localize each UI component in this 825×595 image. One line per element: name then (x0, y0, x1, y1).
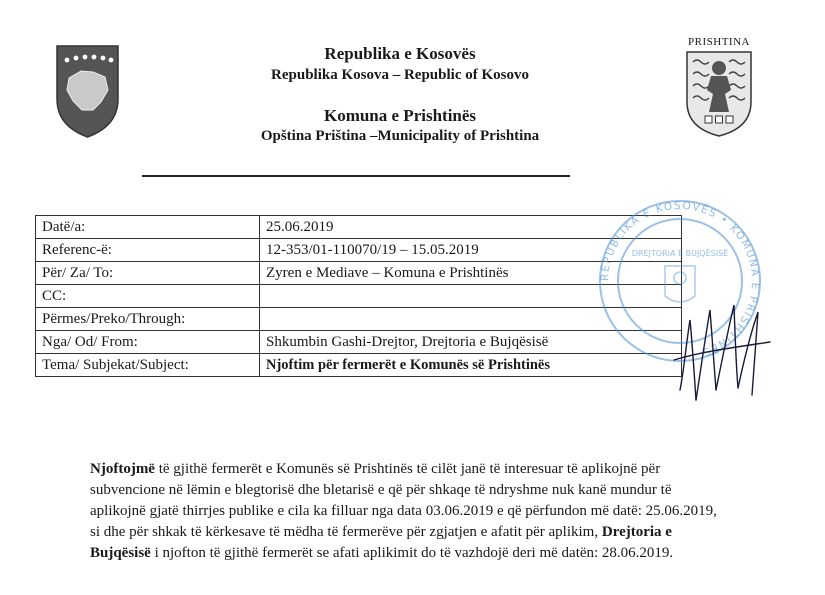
country-subtitle: Republika Kosova – Republic of Kosovo (271, 67, 529, 83)
to-label: Për/ Za/ To: (36, 262, 260, 285)
cc-label: CC: (36, 285, 260, 308)
date-label: Datë/a: (36, 216, 260, 239)
subject-value: Njoftim për fermerët e Komunës së Prishtinës (260, 354, 682, 377)
reference-value: 12-353/01-110070/19 – 15.05.2019 (260, 239, 682, 262)
prishtina-emblem-label: PRISHTINA (688, 36, 750, 48)
country-title: Republika e Kosovës (324, 44, 476, 63)
body-text-part1: të gjithë fermerët e Komunës së Prishtinës të cilët janë të interesuar të aplikojnë për subvencione në lëmin e blegtorisë dhe bletarisë e që për shkaqe të ndryshme nuk kanë mundur të aplikojnë gjatë thirrjes publike e cila ka filluar nga data 03.06.2019 e që përfundon më datë: 25.06.2019, si dhe për shkak të kërkesave të mëdha të fermerëve për zgjatjen e afatit për aplikim, (90, 461, 717, 540)
from-label: Nga/ Od/ From: (36, 331, 260, 354)
to-value: Zyren e Mediave – Komuna e Prishtinës (260, 262, 682, 285)
lead-bold-text: Njoftojmë (90, 461, 155, 477)
municipality-subtitle: Opština Priština –Municipality of Prishtina (260, 128, 540, 144)
announcement-paragraph (90, 459, 730, 564)
signature-icon (670, 290, 780, 410)
from-value: Shkumbin Gashi-Drejtor, Drejtoria e Bujqësisë (260, 331, 682, 354)
municipality-title: Komuna e Prishtinës (323, 106, 477, 125)
stamp-inner-text: DREJTORIA E BUJQËSISË (631, 249, 729, 258)
date-value: 25.06.2019 (260, 216, 682, 239)
reference-label: Referenc-ë: (36, 239, 260, 262)
subject-label: Tema/ Subjekat/Subject: (36, 354, 260, 377)
body-text-part2: i njofton të gjithë fermerët se afati aplikimit do të vazhdojë deri më datën: 28.06.2019. (150, 545, 674, 561)
stamp-ring-text: REPUBLIKA E KOSOVËS • KOMUNA E PRISHTINËS (598, 199, 762, 359)
kosovo-coat-of-arms-icon (55, 44, 120, 139)
directorate-bold-text: Drejtoria e Bujqësisë (90, 524, 672, 561)
prishtina-emblem-icon (685, 50, 753, 138)
header-divider (142, 175, 570, 177)
through-label: Përmes/Preko/Through: (36, 308, 260, 331)
